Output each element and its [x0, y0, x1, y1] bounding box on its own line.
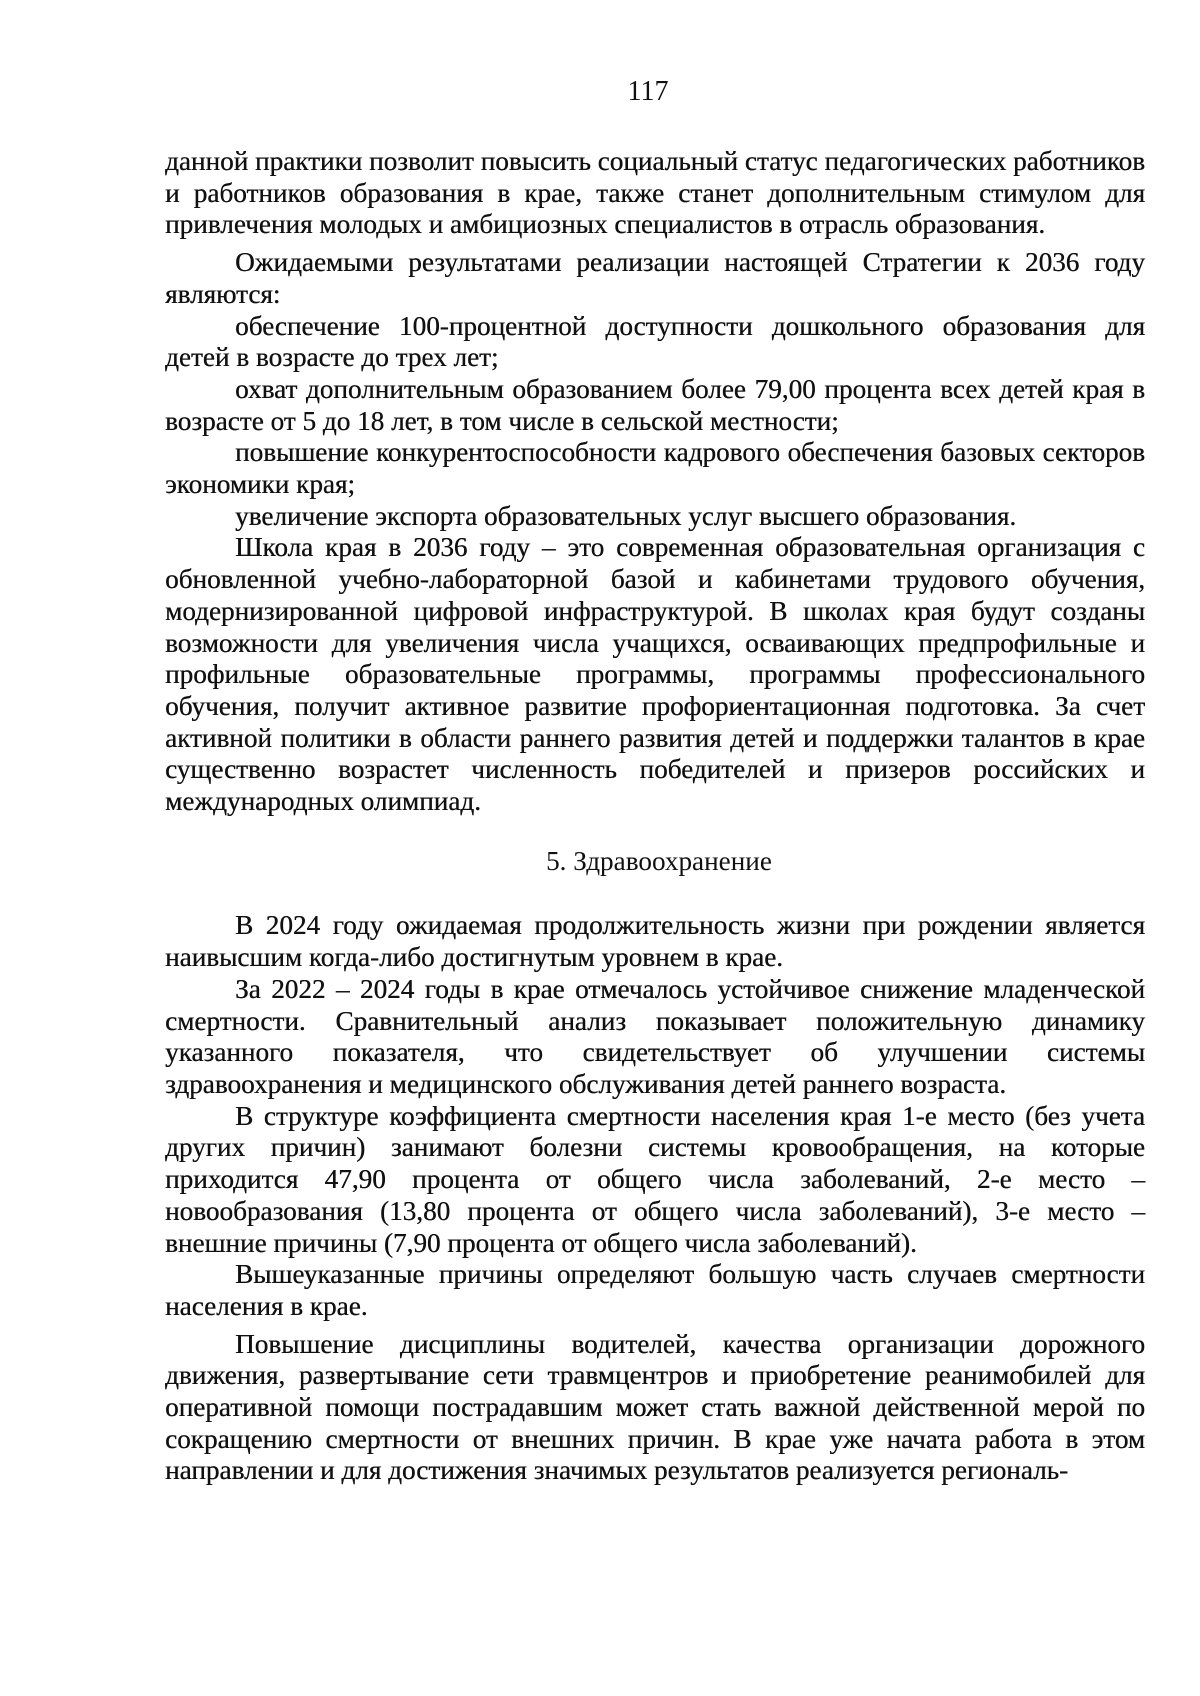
- page-number: 117: [627, 76, 669, 107]
- paragraph-road-safety: Повышение дисциплины водителей, качества организации дорожного движения, развертывание сети травмцентров и приобретение реанимобилей для оперативной помощи пострадавшим может стать важной действенной мерой по сокращению смертности от внешних причин. В крае уже начата работа в этом направлении и для достижения значимых результатов реализуется региональ-: [165, 1328, 1145, 1486]
- list-item-export: увеличение экспорта образовательных услуг высшего образования.: [235, 500, 1017, 531]
- paragraph-school-2036: Школа края в 2036 году – это современная образовательная организация с обновленной учебно-лабораторной базой и кабинетами трудового обучения, модернизированной цифровой инфраструктурой. В школах края будут созданы возможности для увеличения числа учащихся, осваивающих предпрофильные и профильные образовательные программы, программы профессионального обучения, получит активное развитие профориентационная подготовка. За счет активной политики в области раннего развития детей и поддержки талантов в крае существенно возрастет численность победителей и призеров российских и международных олимпиад.: [165, 532, 1145, 817]
- paragraph-infant-mortality: За 2022 – 2024 годы в крае отмечалось устойчивое снижение младенческой смертности. Сравнительный анализ показывает положительную динамику указанного показателя, что свидетельствует об улучшении системы здравоохранения и медицинского обслуживания детей раннего возраста.: [165, 973, 1145, 1099]
- paragraph-expected-results: Ожидаемыми результатами реализации настоящей Стратегии к 2036 году являются:: [165, 247, 1145, 309]
- paragraph-life-expectancy: В 2024 году ожидаемая продолжительность жизни при рождении является наивысшим когда-либо достигнутым уровнем в крае.: [165, 910, 1145, 973]
- document-body: [165, 146, 1145, 1487]
- paragraph-continuation: данной практики позволит повысить социальный статус педагогических работников и работников образования в крае, также станет дополнительным стимулом для привлечения молодых и амбициозных специалистов в отрасль образования.: [165, 146, 1145, 240]
- paragraph-mortality-structure: В структуре коэффициента смертности населения края 1-е место (без учета других причин) занимают болезни системы кровообращения, на которые приходится 47,90 процента от общего числа заболеваний, 2-е место – новообразования (13,80 процента от общего числа заболеваний), 3-е место – внешние причины (7,90 процента от общего числа заболеваний).: [165, 1100, 1145, 1258]
- paragraph-causes: Вышеуказанные причины определяют большую часть случаев смертности населения в крае.: [165, 1259, 1145, 1321]
- list-item-competitiveness: повышение конкурентоспособности кадрового обеспечения базовых секторов экономики края;: [165, 437, 1145, 500]
- list-item-additional-education: охват дополнительным образованием более 79,00 процента всех детей края в возрасте от 5 до 18 лет, в том числе в сельской местности;: [165, 373, 1145, 436]
- section-heading: 5. Здравоохранение: [546, 845, 772, 876]
- list-item-preschool: обеспечение 100-процентной доступности дошкольного образования для детей в возрасте до трех лет;: [165, 310, 1145, 373]
